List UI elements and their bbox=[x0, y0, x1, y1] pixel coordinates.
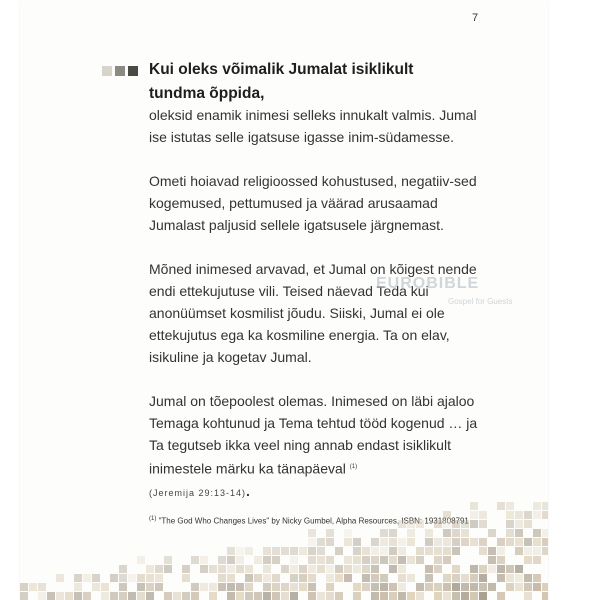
reference-period: . bbox=[246, 482, 250, 499]
mosaic-tile bbox=[20, 583, 28, 591]
mosaic-tile bbox=[335, 592, 343, 600]
document-page bbox=[20, 0, 548, 600]
mosaic-tile bbox=[155, 574, 163, 582]
footnote bbox=[149, 516, 529, 526]
mosaic-tile bbox=[281, 565, 289, 573]
mosaic-tile bbox=[488, 529, 496, 537]
mosaic-tile bbox=[317, 538, 325, 546]
mosaic-tile bbox=[272, 583, 280, 591]
mosaic-tile bbox=[515, 547, 523, 555]
mosaic-tile bbox=[443, 547, 451, 555]
page-heading: Kui oleks võimalik Jumalat isiklikult tundma õppida, bbox=[149, 61, 414, 102]
mosaic-tile bbox=[74, 574, 82, 582]
mosaic-tile bbox=[344, 529, 352, 537]
mosaic-tile bbox=[209, 592, 217, 600]
mosaic-tile bbox=[245, 592, 253, 600]
mosaic-tile bbox=[272, 574, 280, 582]
mosaic-tile bbox=[470, 565, 478, 573]
mosaic-tile bbox=[515, 574, 523, 582]
mosaic-tile bbox=[398, 547, 406, 555]
mosaic-tile bbox=[263, 583, 271, 591]
mosaic-tile bbox=[155, 583, 163, 591]
mosaic-tile bbox=[506, 565, 514, 573]
mosaic-tile bbox=[326, 565, 334, 573]
mosaic-tile bbox=[497, 574, 505, 582]
mosaic-tile bbox=[326, 574, 334, 582]
mosaic-tile bbox=[515, 583, 523, 591]
mosaic-tile bbox=[308, 538, 316, 546]
mosaic-tile bbox=[389, 583, 397, 591]
mosaic-tile bbox=[335, 547, 343, 555]
mosaic-tile bbox=[488, 547, 496, 555]
scripture-reference-line bbox=[149, 480, 479, 504]
mosaic-tile bbox=[488, 583, 496, 591]
mosaic-tile bbox=[506, 538, 514, 546]
mosaic-tile bbox=[128, 592, 136, 600]
mosaic-tile bbox=[425, 529, 433, 537]
mosaic-tile bbox=[119, 592, 127, 600]
mosaic-tile bbox=[335, 565, 343, 573]
mosaic-tile bbox=[371, 565, 379, 573]
mosaic-tile bbox=[182, 565, 190, 573]
page-number: 7 bbox=[472, 12, 479, 24]
mosaic-tile bbox=[20, 592, 28, 600]
mosaic-tile bbox=[146, 565, 154, 573]
mosaic-tile bbox=[380, 538, 388, 546]
mosaic-tile bbox=[434, 538, 442, 546]
mosaic-tile bbox=[290, 592, 298, 600]
mosaic-tile bbox=[326, 583, 334, 591]
mosaic-tile bbox=[497, 547, 505, 555]
mosaic-tile bbox=[515, 538, 523, 546]
mosaic-tile bbox=[389, 592, 397, 600]
mosaic-tile bbox=[488, 565, 496, 573]
mosaic-tile bbox=[479, 574, 487, 582]
mosaic-tile bbox=[380, 574, 388, 582]
mosaic-tile bbox=[461, 529, 469, 537]
mosaic-tile bbox=[506, 583, 514, 591]
mosaic-tile bbox=[272, 547, 280, 555]
mosaic-tile bbox=[461, 592, 469, 600]
mosaic-tile bbox=[191, 556, 199, 564]
mosaic-tile bbox=[389, 556, 397, 564]
photo-mosaic-decoration bbox=[20, 500, 548, 600]
mosaic-tile bbox=[299, 565, 307, 573]
mosaic-tile bbox=[533, 583, 541, 591]
mosaic-tile bbox=[209, 583, 217, 591]
mosaic-tile bbox=[461, 538, 469, 546]
mosaic-tile bbox=[542, 529, 548, 537]
mosaic-tile bbox=[524, 556, 532, 564]
mosaic-tile bbox=[407, 574, 415, 582]
mosaic-tile bbox=[425, 565, 433, 573]
mosaic-tile bbox=[362, 547, 370, 555]
mosaic-tile bbox=[317, 565, 325, 573]
mosaic-tile bbox=[290, 556, 298, 564]
mosaic-tile bbox=[326, 556, 334, 564]
mosaic-tile bbox=[443, 583, 451, 591]
mosaic-tile bbox=[398, 592, 406, 600]
mosaic-tile bbox=[317, 547, 325, 555]
footnote-number: (1) bbox=[149, 516, 157, 522]
mosaic-tile bbox=[227, 574, 235, 582]
heading-decoration bbox=[102, 66, 138, 76]
mosaic-tile bbox=[524, 574, 532, 582]
paragraph-2: Ometi hoiavad religioossed kohustused, negatiiv-sed kogemused, pettumused ja väärad arusaamad Jumalast paljusid sellele igatsusele järgnemast. bbox=[149, 173, 477, 233]
mosaic-tile bbox=[371, 547, 379, 555]
mosaic-tile bbox=[452, 529, 460, 537]
mosaic-tile bbox=[56, 592, 64, 600]
mosaic-tile bbox=[290, 574, 298, 582]
mosaic-tile bbox=[524, 592, 532, 600]
mosaic-tile bbox=[371, 556, 379, 564]
mosaic-tile bbox=[497, 592, 505, 600]
mosaic-tile bbox=[236, 556, 244, 564]
mosaic-tile bbox=[299, 583, 307, 591]
mosaic-tile bbox=[101, 592, 109, 600]
mosaic-tile bbox=[353, 538, 361, 546]
mosaic-tile bbox=[236, 547, 244, 555]
mosaic-tile bbox=[380, 592, 388, 600]
mosaic-tile bbox=[389, 538, 397, 546]
mosaic-tile bbox=[371, 592, 379, 600]
mosaic-tile bbox=[434, 547, 442, 555]
mosaic-tile bbox=[434, 592, 442, 600]
mosaic-tile bbox=[119, 583, 127, 591]
mosaic-tile bbox=[101, 583, 109, 591]
mosaic-tile bbox=[371, 538, 379, 546]
mosaic-tile bbox=[110, 574, 118, 582]
mosaic-tile bbox=[137, 556, 145, 564]
mosaic-tile bbox=[479, 565, 487, 573]
mosaic-tile bbox=[299, 574, 307, 582]
mosaic-tile bbox=[542, 511, 548, 519]
mosaic-tile bbox=[56, 574, 64, 582]
scripture-reference: (Jeremija 29:13-14) bbox=[149, 487, 247, 498]
mosaic-tile bbox=[227, 592, 235, 600]
mosaic-tile bbox=[146, 574, 154, 582]
decoration-square-dark bbox=[128, 66, 138, 76]
mosaic-tile bbox=[371, 574, 379, 582]
mosaic-tile bbox=[533, 511, 541, 519]
mosaic-tile bbox=[317, 592, 325, 600]
mosaic-tile bbox=[533, 574, 541, 582]
mosaic-tile bbox=[218, 556, 226, 564]
mosaic-tile bbox=[83, 592, 91, 600]
mosaic-tile bbox=[452, 547, 460, 555]
mosaic-tile bbox=[146, 592, 154, 600]
mosaic-tile bbox=[407, 556, 415, 564]
mosaic-tile bbox=[353, 583, 361, 591]
mosaic-tile bbox=[119, 565, 127, 573]
mosaic-tile bbox=[353, 592, 361, 600]
mosaic-tile bbox=[497, 502, 505, 510]
footnote-text: "The God Who Changes Lives" by Nicky Gumbel, Alpha Resources, ISBN: 1931808791 bbox=[158, 516, 469, 526]
mosaic-tile bbox=[236, 583, 244, 591]
mosaic-tile bbox=[362, 583, 370, 591]
mosaic-tile bbox=[263, 547, 271, 555]
mosaic-tile bbox=[425, 583, 433, 591]
mosaic-tile bbox=[398, 538, 406, 546]
mosaic-tile bbox=[317, 556, 325, 564]
mosaic-tile bbox=[119, 574, 127, 582]
mosaic-tile bbox=[515, 565, 523, 573]
mosaic-tile bbox=[164, 565, 172, 573]
mosaic-tile bbox=[452, 592, 460, 600]
mosaic-tile bbox=[362, 565, 370, 573]
mosaic-tile bbox=[497, 538, 505, 546]
mosaic-tile bbox=[47, 592, 55, 600]
mosaic-tile bbox=[308, 556, 316, 564]
mosaic-tile bbox=[452, 565, 460, 573]
mosaic-tile bbox=[443, 574, 451, 582]
mosaic-tile bbox=[407, 592, 415, 600]
mosaic-tile bbox=[362, 556, 370, 564]
decoration-square-mid bbox=[115, 66, 125, 76]
mosaic-tile bbox=[281, 547, 289, 555]
mosaic-tile bbox=[434, 565, 442, 573]
mosaic-tile bbox=[434, 583, 442, 591]
mosaic-tile bbox=[254, 556, 262, 564]
decoration-square-light bbox=[102, 66, 112, 76]
mosaic-tile bbox=[461, 574, 469, 582]
body-text bbox=[149, 104, 479, 504]
mosaic-tile bbox=[452, 538, 460, 546]
mosaic-tile bbox=[425, 538, 433, 546]
mosaic-tile bbox=[542, 583, 548, 591]
mosaic-tile bbox=[218, 583, 226, 591]
mosaic-tile bbox=[272, 592, 280, 600]
mosaic-tile bbox=[398, 556, 406, 564]
mosaic-tile bbox=[128, 574, 136, 582]
mosaic-tile bbox=[236, 565, 244, 573]
mosaic-tile bbox=[344, 538, 352, 546]
mosaic-tile bbox=[533, 556, 541, 564]
mosaic-tile bbox=[218, 565, 226, 573]
mosaic-tile bbox=[416, 583, 424, 591]
mosaic-tile bbox=[506, 502, 514, 510]
mosaic-tile bbox=[344, 556, 352, 564]
mosaic-tile bbox=[443, 556, 451, 564]
mosaic-tile bbox=[29, 583, 37, 591]
mosaic-tile bbox=[146, 583, 154, 591]
mosaic-tile bbox=[209, 565, 217, 573]
mosaic-tile bbox=[263, 556, 271, 564]
mosaic-tile bbox=[200, 565, 208, 573]
mosaic-tile bbox=[218, 574, 226, 582]
mosaic-tile bbox=[164, 556, 172, 564]
mosaic-tile bbox=[308, 565, 316, 573]
mosaic-tile bbox=[371, 583, 379, 591]
mosaic-tile bbox=[290, 547, 298, 555]
mosaic-tile bbox=[380, 583, 388, 591]
mosaic-tile bbox=[335, 574, 343, 582]
mosaic-tile bbox=[416, 547, 424, 555]
mosaic-tile bbox=[290, 583, 298, 591]
mosaic-tile bbox=[74, 583, 82, 591]
mosaic-tile bbox=[308, 574, 316, 582]
mosaic-tile bbox=[137, 583, 145, 591]
mosaic-tile bbox=[443, 538, 451, 546]
watermark-tagline: Gospel for Guests bbox=[448, 297, 513, 306]
mosaic-tile bbox=[407, 538, 415, 546]
mosaic-tile bbox=[245, 565, 253, 573]
mosaic-tile bbox=[542, 502, 548, 510]
mosaic-tile bbox=[227, 583, 235, 591]
mosaic-tile bbox=[110, 592, 118, 600]
mosaic-tile bbox=[191, 583, 199, 591]
mosaic-tile bbox=[524, 583, 532, 591]
mosaic-tile bbox=[380, 529, 388, 537]
mosaic-tile bbox=[398, 574, 406, 582]
mosaic-tile bbox=[479, 592, 487, 600]
mosaic-tile bbox=[470, 538, 478, 546]
paragraph-1: oleksid enamik inimesi selleks innukalt valmis. Jumal ise istutas selle igatsuse igasse inim-südamesse. bbox=[149, 107, 477, 145]
mosaic-tile bbox=[344, 565, 352, 573]
watermark-logo: EUROBIBLE bbox=[376, 275, 480, 292]
mosaic-tile bbox=[470, 583, 478, 591]
mosaic-tile bbox=[470, 592, 478, 600]
mosaic-tile bbox=[479, 538, 487, 546]
mosaic-tile bbox=[308, 592, 316, 600]
mosaic-tile bbox=[506, 574, 514, 582]
mosaic-tile bbox=[254, 574, 262, 582]
paragraph-4-text: Jumal on tõepoolest olemas. Inimesed on läbi ajaloo Temaga kohtunud ja Tema tehtud tööd kogenud … ja Ta tegutseb ikka veel ning annab endast isiklikult inimestele märku ka tänapäeval bbox=[149, 393, 478, 477]
mosaic-tile bbox=[515, 529, 523, 537]
mosaic-tile bbox=[299, 547, 307, 555]
mosaic-tile bbox=[308, 547, 316, 555]
mosaic-tile bbox=[272, 556, 280, 564]
mosaic-tile bbox=[497, 565, 505, 573]
mosaic-tile bbox=[443, 592, 451, 600]
mosaic-tile bbox=[200, 583, 208, 591]
mosaic-tile bbox=[236, 592, 244, 600]
mosaic-tile bbox=[452, 574, 460, 582]
mosaic-tile bbox=[227, 565, 235, 573]
footnote-marker: (1) bbox=[349, 464, 358, 470]
mosaic-tile bbox=[290, 565, 298, 573]
mosaic-tile bbox=[389, 565, 397, 573]
mosaic-tile bbox=[200, 556, 208, 564]
mosaic-tile bbox=[245, 547, 253, 555]
mosaic-tile bbox=[281, 592, 289, 600]
mosaic-tile bbox=[542, 547, 548, 555]
mosaic-tile bbox=[524, 538, 532, 546]
mosaic-tile bbox=[479, 583, 487, 591]
mosaic-tile bbox=[227, 556, 235, 564]
mosaic-tile bbox=[245, 574, 253, 582]
mosaic-tile bbox=[398, 565, 406, 573]
mosaic-tile bbox=[533, 502, 541, 510]
mosaic-tile bbox=[263, 592, 271, 600]
paragraph-4 bbox=[149, 390, 479, 480]
mosaic-tile bbox=[245, 583, 253, 591]
mosaic-tile bbox=[182, 574, 190, 582]
mosaic-tile bbox=[380, 547, 388, 555]
mosaic-tile bbox=[326, 529, 334, 537]
mosaic-tile bbox=[281, 583, 289, 591]
mosaic-tile bbox=[407, 529, 415, 537]
mosaic-tile bbox=[308, 529, 316, 537]
mosaic-tile bbox=[443, 529, 451, 537]
mosaic-tile bbox=[425, 547, 433, 555]
mosaic-tile bbox=[38, 583, 46, 591]
mosaic-tile bbox=[263, 574, 271, 582]
mosaic-tile bbox=[353, 565, 361, 573]
mosaic-tile bbox=[137, 592, 145, 600]
mosaic-tile bbox=[389, 529, 397, 537]
mosaic-tile bbox=[524, 547, 532, 555]
mosaic-tile bbox=[452, 583, 460, 591]
mosaic-tile bbox=[542, 592, 548, 600]
mosaic-tile bbox=[479, 547, 487, 555]
mosaic-tile bbox=[398, 583, 406, 591]
mosaic-tile bbox=[533, 547, 541, 555]
mosaic-tile bbox=[344, 574, 352, 582]
mosaic-tile bbox=[65, 592, 73, 600]
mosaic-tile bbox=[533, 538, 541, 546]
mosaic-tile bbox=[353, 556, 361, 564]
mosaic-tile bbox=[308, 583, 316, 591]
mosaic-tile bbox=[92, 574, 100, 582]
mosaic-tile bbox=[326, 592, 334, 600]
mosaic-tile bbox=[38, 592, 46, 600]
mosaic-tile bbox=[470, 574, 478, 582]
mosaic-tile bbox=[362, 574, 370, 582]
mosaic-tile bbox=[506, 529, 514, 537]
mosaic-tile bbox=[416, 556, 424, 564]
mosaic-tile bbox=[182, 592, 190, 600]
paragraph-3: Mõned inimesed arvavad, et Jumal on kõigest nende endi ettekujutuse vili. Teised näevad Teda kui anonüümset kosmilist jõudu. Siiski, Jumal ei ole ettekujutus ega ka kosmiline energia. Ta on elav, isikuline ja kogetav Jumal. bbox=[149, 261, 477, 365]
mosaic-tile bbox=[263, 565, 271, 573]
mosaic-tile bbox=[137, 574, 145, 582]
mosaic-tile bbox=[173, 592, 181, 600]
mosaic-tile bbox=[425, 574, 433, 582]
mosaic-tile bbox=[542, 538, 548, 546]
mosaic-tile bbox=[227, 547, 235, 555]
mosaic-tile bbox=[83, 574, 91, 582]
mosaic-tile bbox=[326, 538, 334, 546]
mosaic-tile bbox=[434, 556, 442, 564]
mosaic-tile bbox=[92, 583, 100, 591]
mosaic-tile bbox=[389, 547, 397, 555]
mosaic-tile bbox=[254, 592, 262, 600]
mosaic-tile bbox=[353, 547, 361, 555]
mosaic-tile bbox=[488, 556, 496, 564]
mosaic-tile bbox=[155, 565, 163, 573]
mosaic-tile bbox=[380, 556, 388, 564]
mosaic-tile bbox=[533, 529, 541, 537]
mosaic-tile bbox=[74, 592, 82, 600]
mosaic-tile bbox=[497, 556, 505, 564]
mosaic-tile bbox=[191, 592, 199, 600]
mosaic-tile bbox=[461, 583, 469, 591]
mosaic-tile bbox=[164, 592, 172, 600]
mosaic-tile bbox=[416, 592, 424, 600]
